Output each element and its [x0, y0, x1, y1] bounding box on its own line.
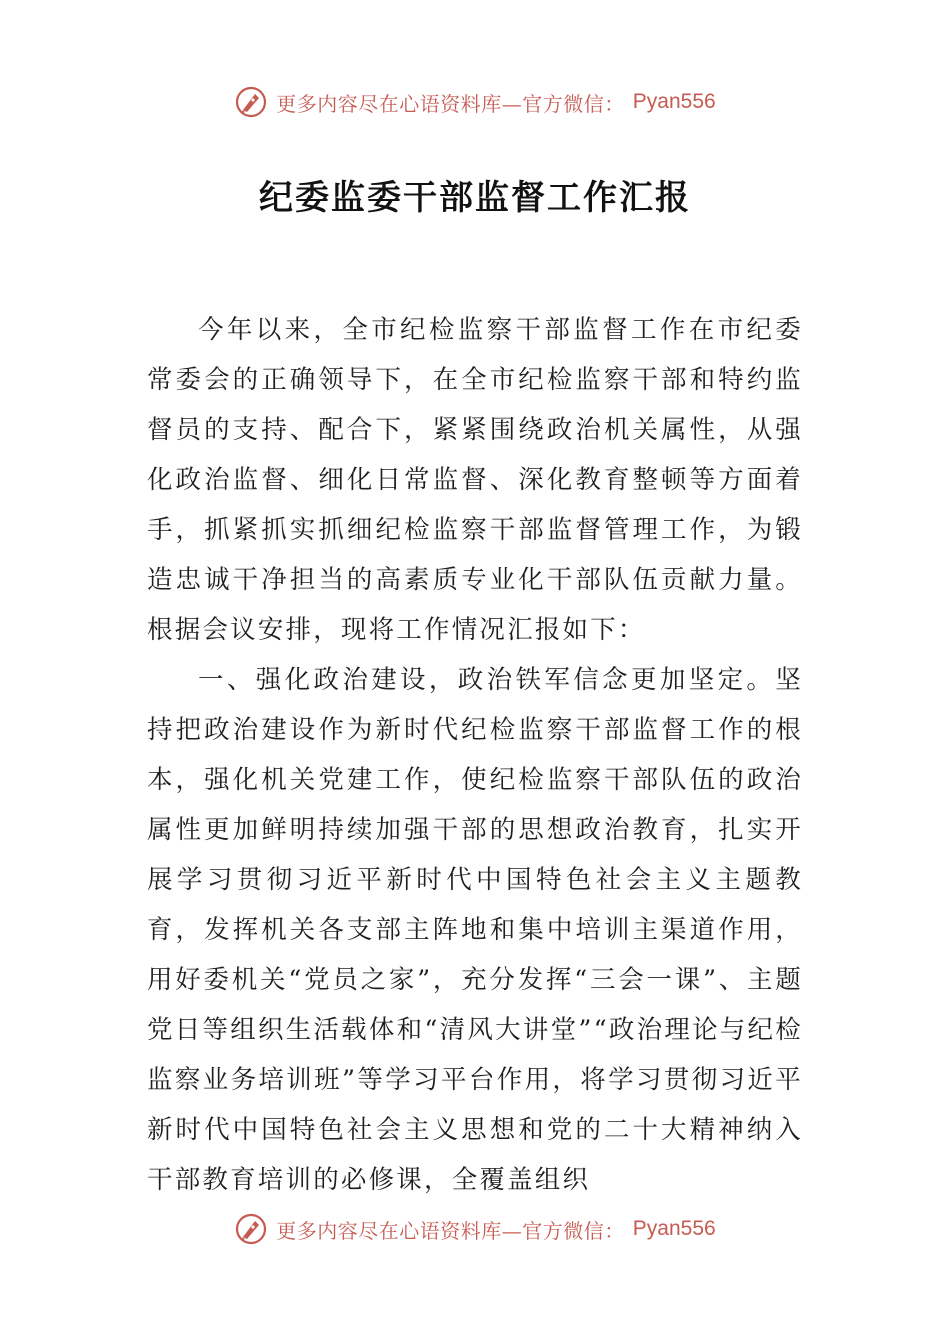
- footer-wechat-id: Pyan556: [632, 1217, 716, 1240]
- document-body: [147, 305, 803, 1205]
- footer-watermark-banner: [0, 1209, 950, 1249]
- document-title: 纪委监委干部监督工作汇报: [259, 178, 691, 218]
- pen-nib-logo-icon: [234, 1212, 268, 1246]
- header-watermark-banner: [0, 82, 950, 122]
- footer-promo-text: 更多内容尽在心语资料库—官方微信：: [276, 1218, 625, 1243]
- paragraph-intro: 今年以来，全市纪检监察干部监督工作在市纪委常委会的正确领导下，在全市纪检监察干部和特约监督员的支持、配合下，紧紧围绕政治机关属性，从强化政治监督、细化日常监督、深化教育整顿等方面着手，抓紧抓实抓细纪检监察干部监督管理工作，为锻造忠诚干净担当的高素质专业化干部队伍贡献力量。根据会议安排，现将工作情况汇报如下：: [147, 315, 803, 645]
- header-wechat-id: Pyan556: [632, 90, 716, 113]
- pen-nib-logo-icon: [234, 85, 268, 119]
- header-promo-text: 更多内容尽在心语资料库—官方微信：: [276, 91, 625, 116]
- paragraph-section-one: 一、强化政治建设，政治铁军信念更加坚定。坚持把政治建设作为新时代纪检监察干部监督工作的根本，强化机关党建工作，使纪检监察干部队伍的政治属性更加鲜明持续加强干部的思想政治教育，扎实开展学习贯彻习近平新时代中国特色社会主义主题教育，发挥机关各支部主阵地和集中培训主渠道作用，用好委机关“党员之家”，充分发挥“三会一课”、主题党日等组织生活载体和“清风大讲堂”“政治理论与纪检监察业务培训班”等学习平台作用，将学习贯彻习近平新时代中国特色社会主义思想和党的二十大精神纳入干部教育培训的必修课，全覆盖组织: [147, 665, 803, 1195]
